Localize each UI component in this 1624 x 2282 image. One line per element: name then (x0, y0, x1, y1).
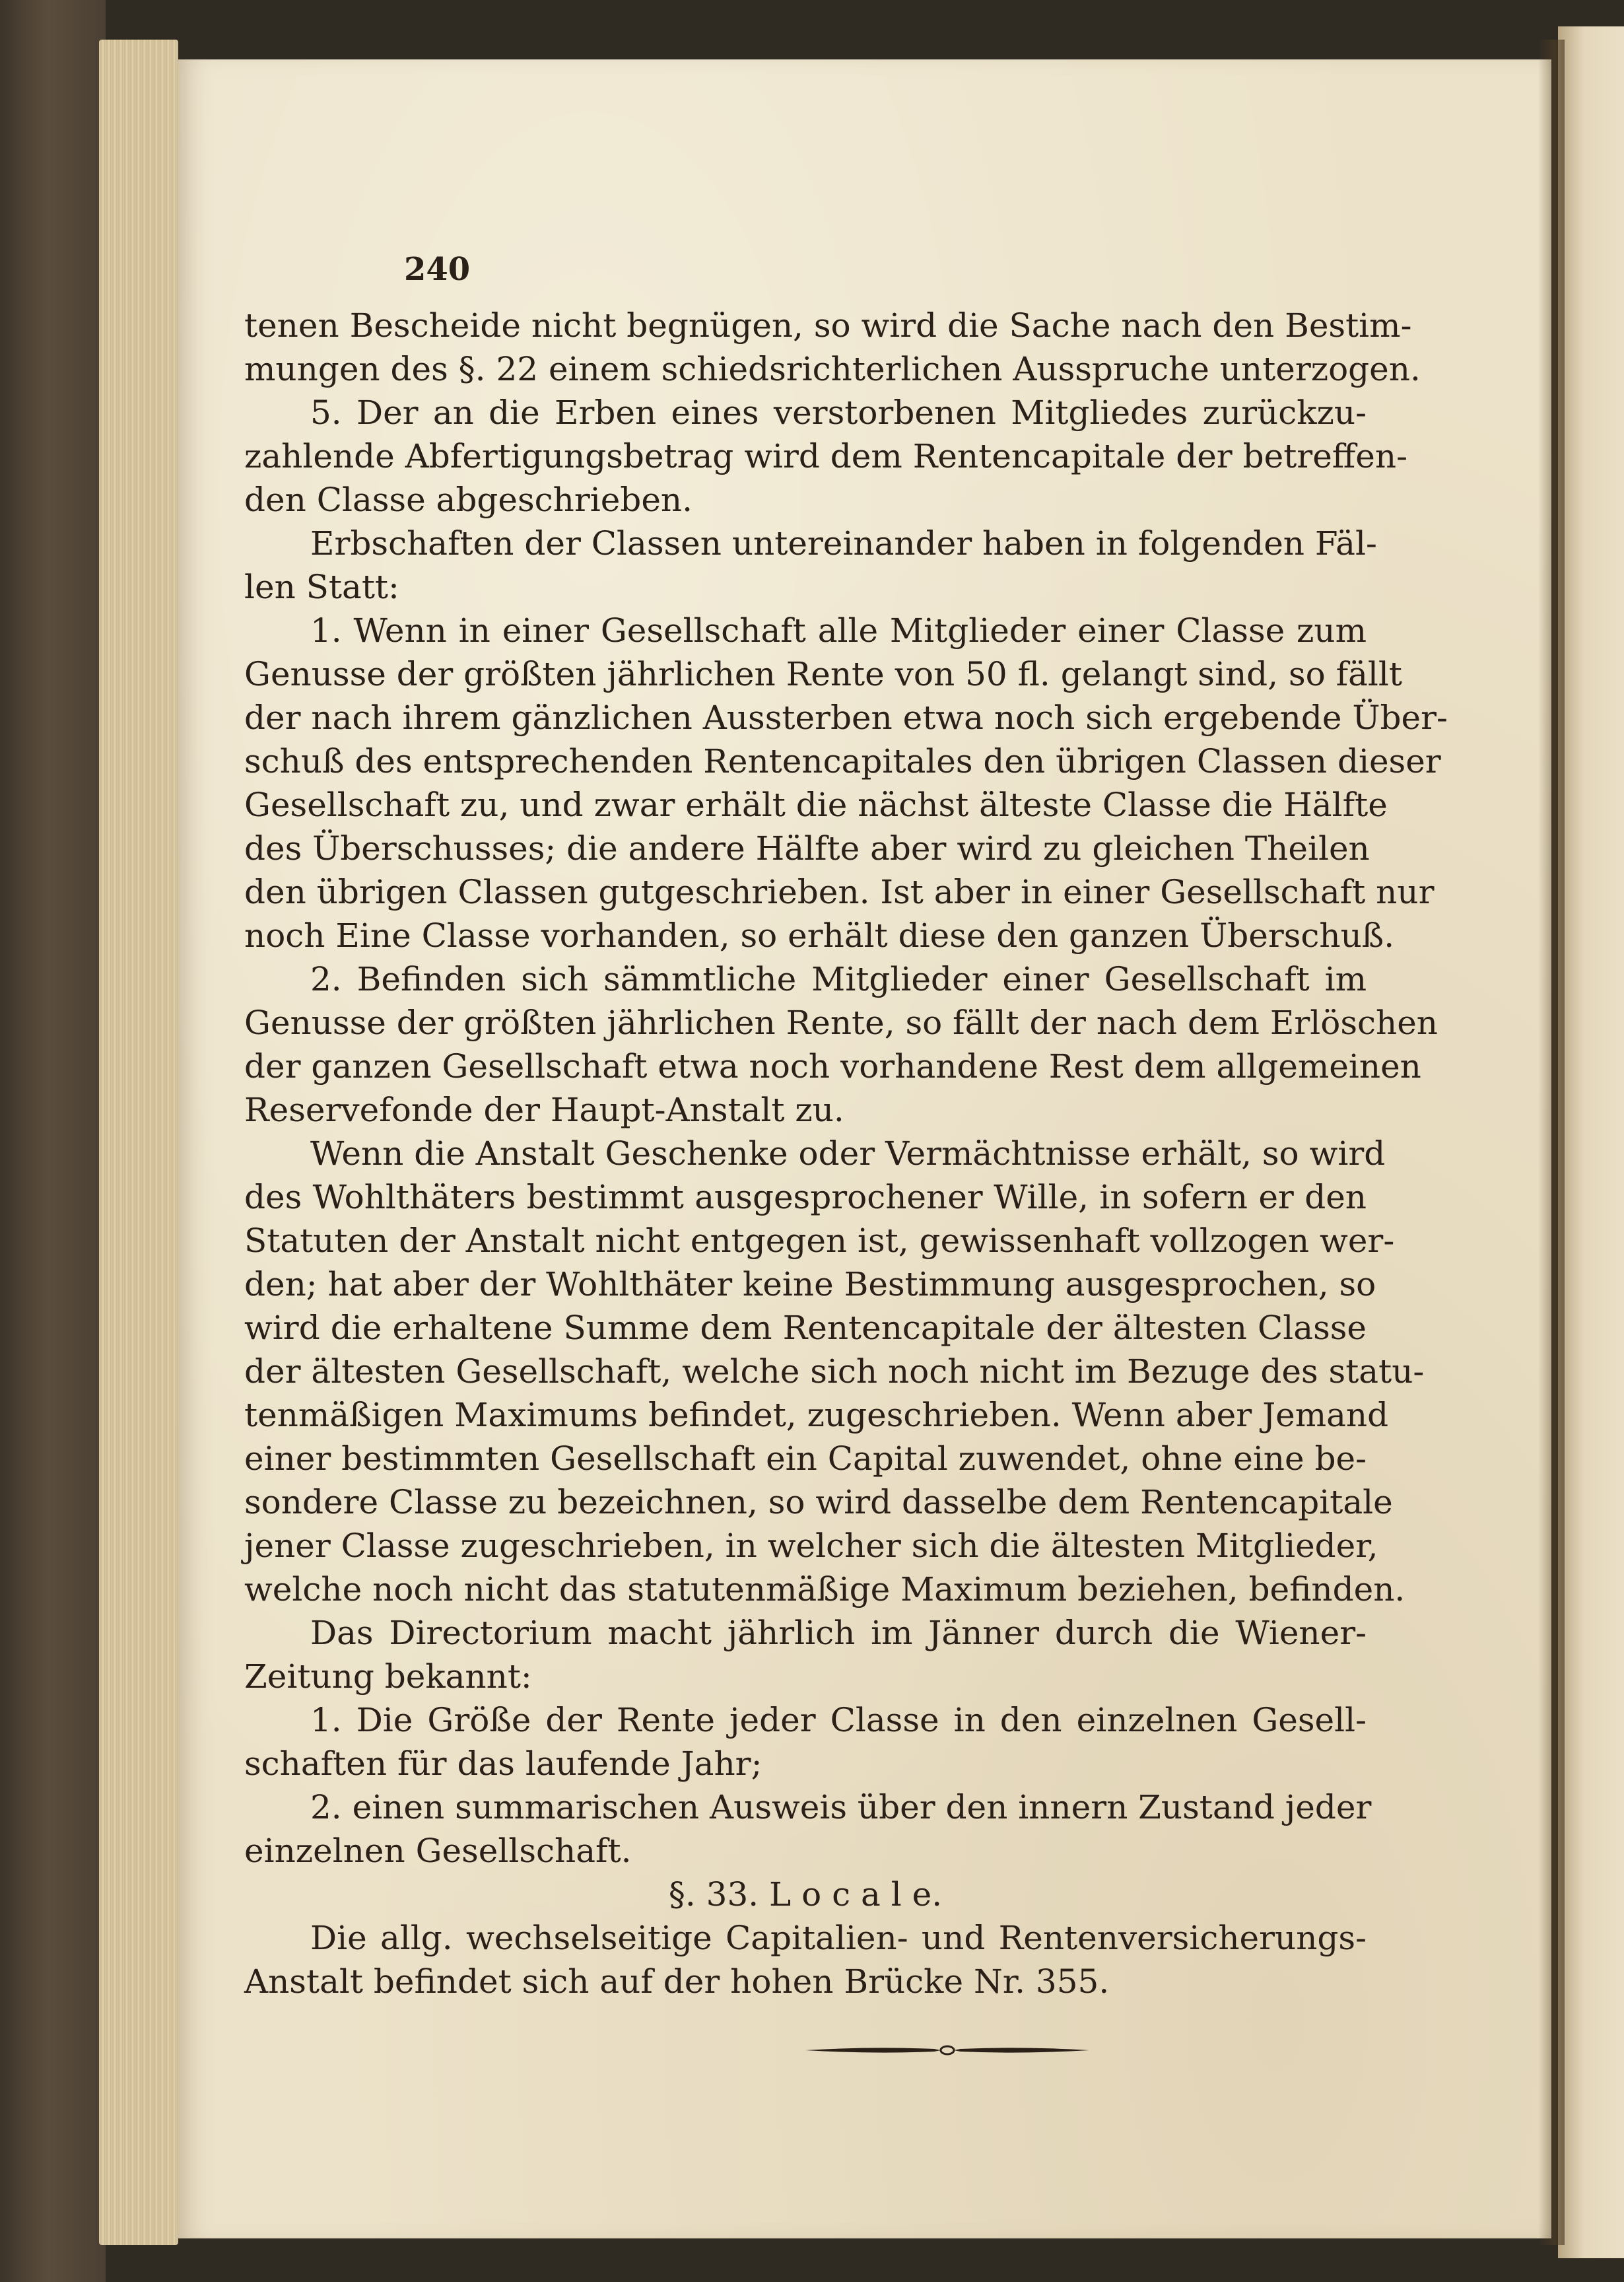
text-line: der nach ihrem gänzlichen Aussterben etwa noch sich ergebende Über- (244, 699, 1448, 737)
text-line: tenen Bescheide nicht begnügen, so wird die Sache nach den Bestim- (244, 306, 1412, 345)
text-line: Gesellschaft zu, und zwar erhält die nächst älteste Classe die Hälfte (244, 786, 1388, 824)
facing-page (1558, 26, 1624, 2258)
text-line: schuß des entsprechenden Rentencapitales den übrigen Classen dieser (244, 742, 1441, 780)
text-line: den übrigen Classen gutgeschrieben. Ist aber in einer Gesellschaft nur (244, 873, 1435, 911)
text-line: sondere Classe zu bezeichnen, so wird dasselbe dem Rentencapitale (244, 1483, 1393, 1521)
text-line: tenmäßigen Maximums befindet, zugeschrieben. Wenn aber Jemand (244, 1396, 1389, 1434)
text-line: Die allg. wechselseitige Capitalien- und Rentenversicherungs- (310, 1919, 1367, 1957)
text-line: Zeitung bekannt: (244, 1657, 532, 1696)
text-line: jener Classe zugeschrieben, in welcher sich die ältesten Mitglieder, (244, 1527, 1378, 1565)
page-edges (99, 40, 178, 2245)
text-line: 2. einen summarischen Ausweis über den innern Zustand jeder (310, 1788, 1372, 1826)
text-line: welche noch nicht das statutenmäßige Maximum beziehen, befinden. (244, 1570, 1405, 1608)
text-line: Erbschaften der Classen untereinander haben in folgenden Fäl- (310, 524, 1377, 563)
text-line: 1. Wenn in einer Gesellschaft alle Mitglieder einer Classe zum (310, 611, 1367, 650)
text-line: zahlende Abfertigungsbetrag wird dem Rentencapitale der betreffen- (244, 437, 1407, 475)
text-line: wird die erhaltene Summe dem Rentencapitale der ältesten Classe (244, 1309, 1367, 1347)
text-line: Statuten der Anstalt nicht entgegen ist, gewissenhaft vollzogen wer- (244, 1222, 1395, 1260)
text-line: Anstalt befindet sich auf der hohen Brücke Nr. 355. (244, 1962, 1110, 2001)
text-line: 1. Die Größe der Rente jeder Classe in den einzelnen Gesell- (310, 1701, 1367, 1739)
text-line: den Classe abgeschrieben. (244, 481, 693, 519)
text-line: einer bestimmten Gesellschaft ein Capital zuwendet, ohne eine be- (244, 1439, 1367, 1478)
text-line: einzelnen Gesellschaft. (244, 1832, 632, 1870)
text-line: 5. Der an die Erben eines verstorbenen Mitgliedes zurückzu- (310, 394, 1367, 432)
text-line: des Wohlthäters bestimmt ausgesprochener Wille, in sofern er den (244, 1178, 1367, 1216)
text-line: noch Eine Classe vorhanden, so erhält diese den ganzen Überschuß. (244, 916, 1395, 955)
text-line: Genusse der größten jährlichen Rente, so fällt der nach dem Erlöschen (244, 1004, 1438, 1042)
text-line: Das Directorium macht jährlich im Jänner durch die Wiener- (310, 1614, 1367, 1652)
text-line: Wenn die Anstalt Geschenke oder Vermächtnisse erhält, so wird (310, 1134, 1386, 1173)
text-line: des Überschusses; die andere Hälfte aber wird zu gleichen Theilen (244, 829, 1370, 868)
section-heading: §. 33. L o c a l e. (668, 1875, 943, 1914)
text-line: 2. Befinden sich sämmtliche Mitglieder einer Gesellschaft im (310, 960, 1367, 998)
ornament-rule (805, 2040, 1089, 2060)
text-line: der ältesten Gesellschaft, welche sich noch nicht im Bezuge des statu- (244, 1352, 1425, 1391)
text-line: schaften für das laufende Jahr; (244, 1745, 762, 1783)
text-line: den; hat aber der Wohlthäter keine Bestimmung ausgesprochen, so (244, 1265, 1376, 1303)
page-number: 240 (404, 251, 471, 288)
text-line: len Statt: (244, 568, 399, 606)
text-line: der ganzen Gesellschaft etwa noch vorhandene Rest dem allgemeinen (244, 1047, 1421, 1086)
page-gutter-shadow (1538, 40, 1565, 2245)
text-line: mungen des §. 22 einem schiedsrichterlichen Ausspruche unterzogen. (244, 350, 1421, 388)
text-line: Reservefonde der Haupt-Anstalt zu. (244, 1091, 844, 1129)
text-line: Genusse der größten jährlichen Rente von 50 fl. gelangt sind, so fällt (244, 655, 1403, 693)
book-cover (0, 0, 106, 2282)
